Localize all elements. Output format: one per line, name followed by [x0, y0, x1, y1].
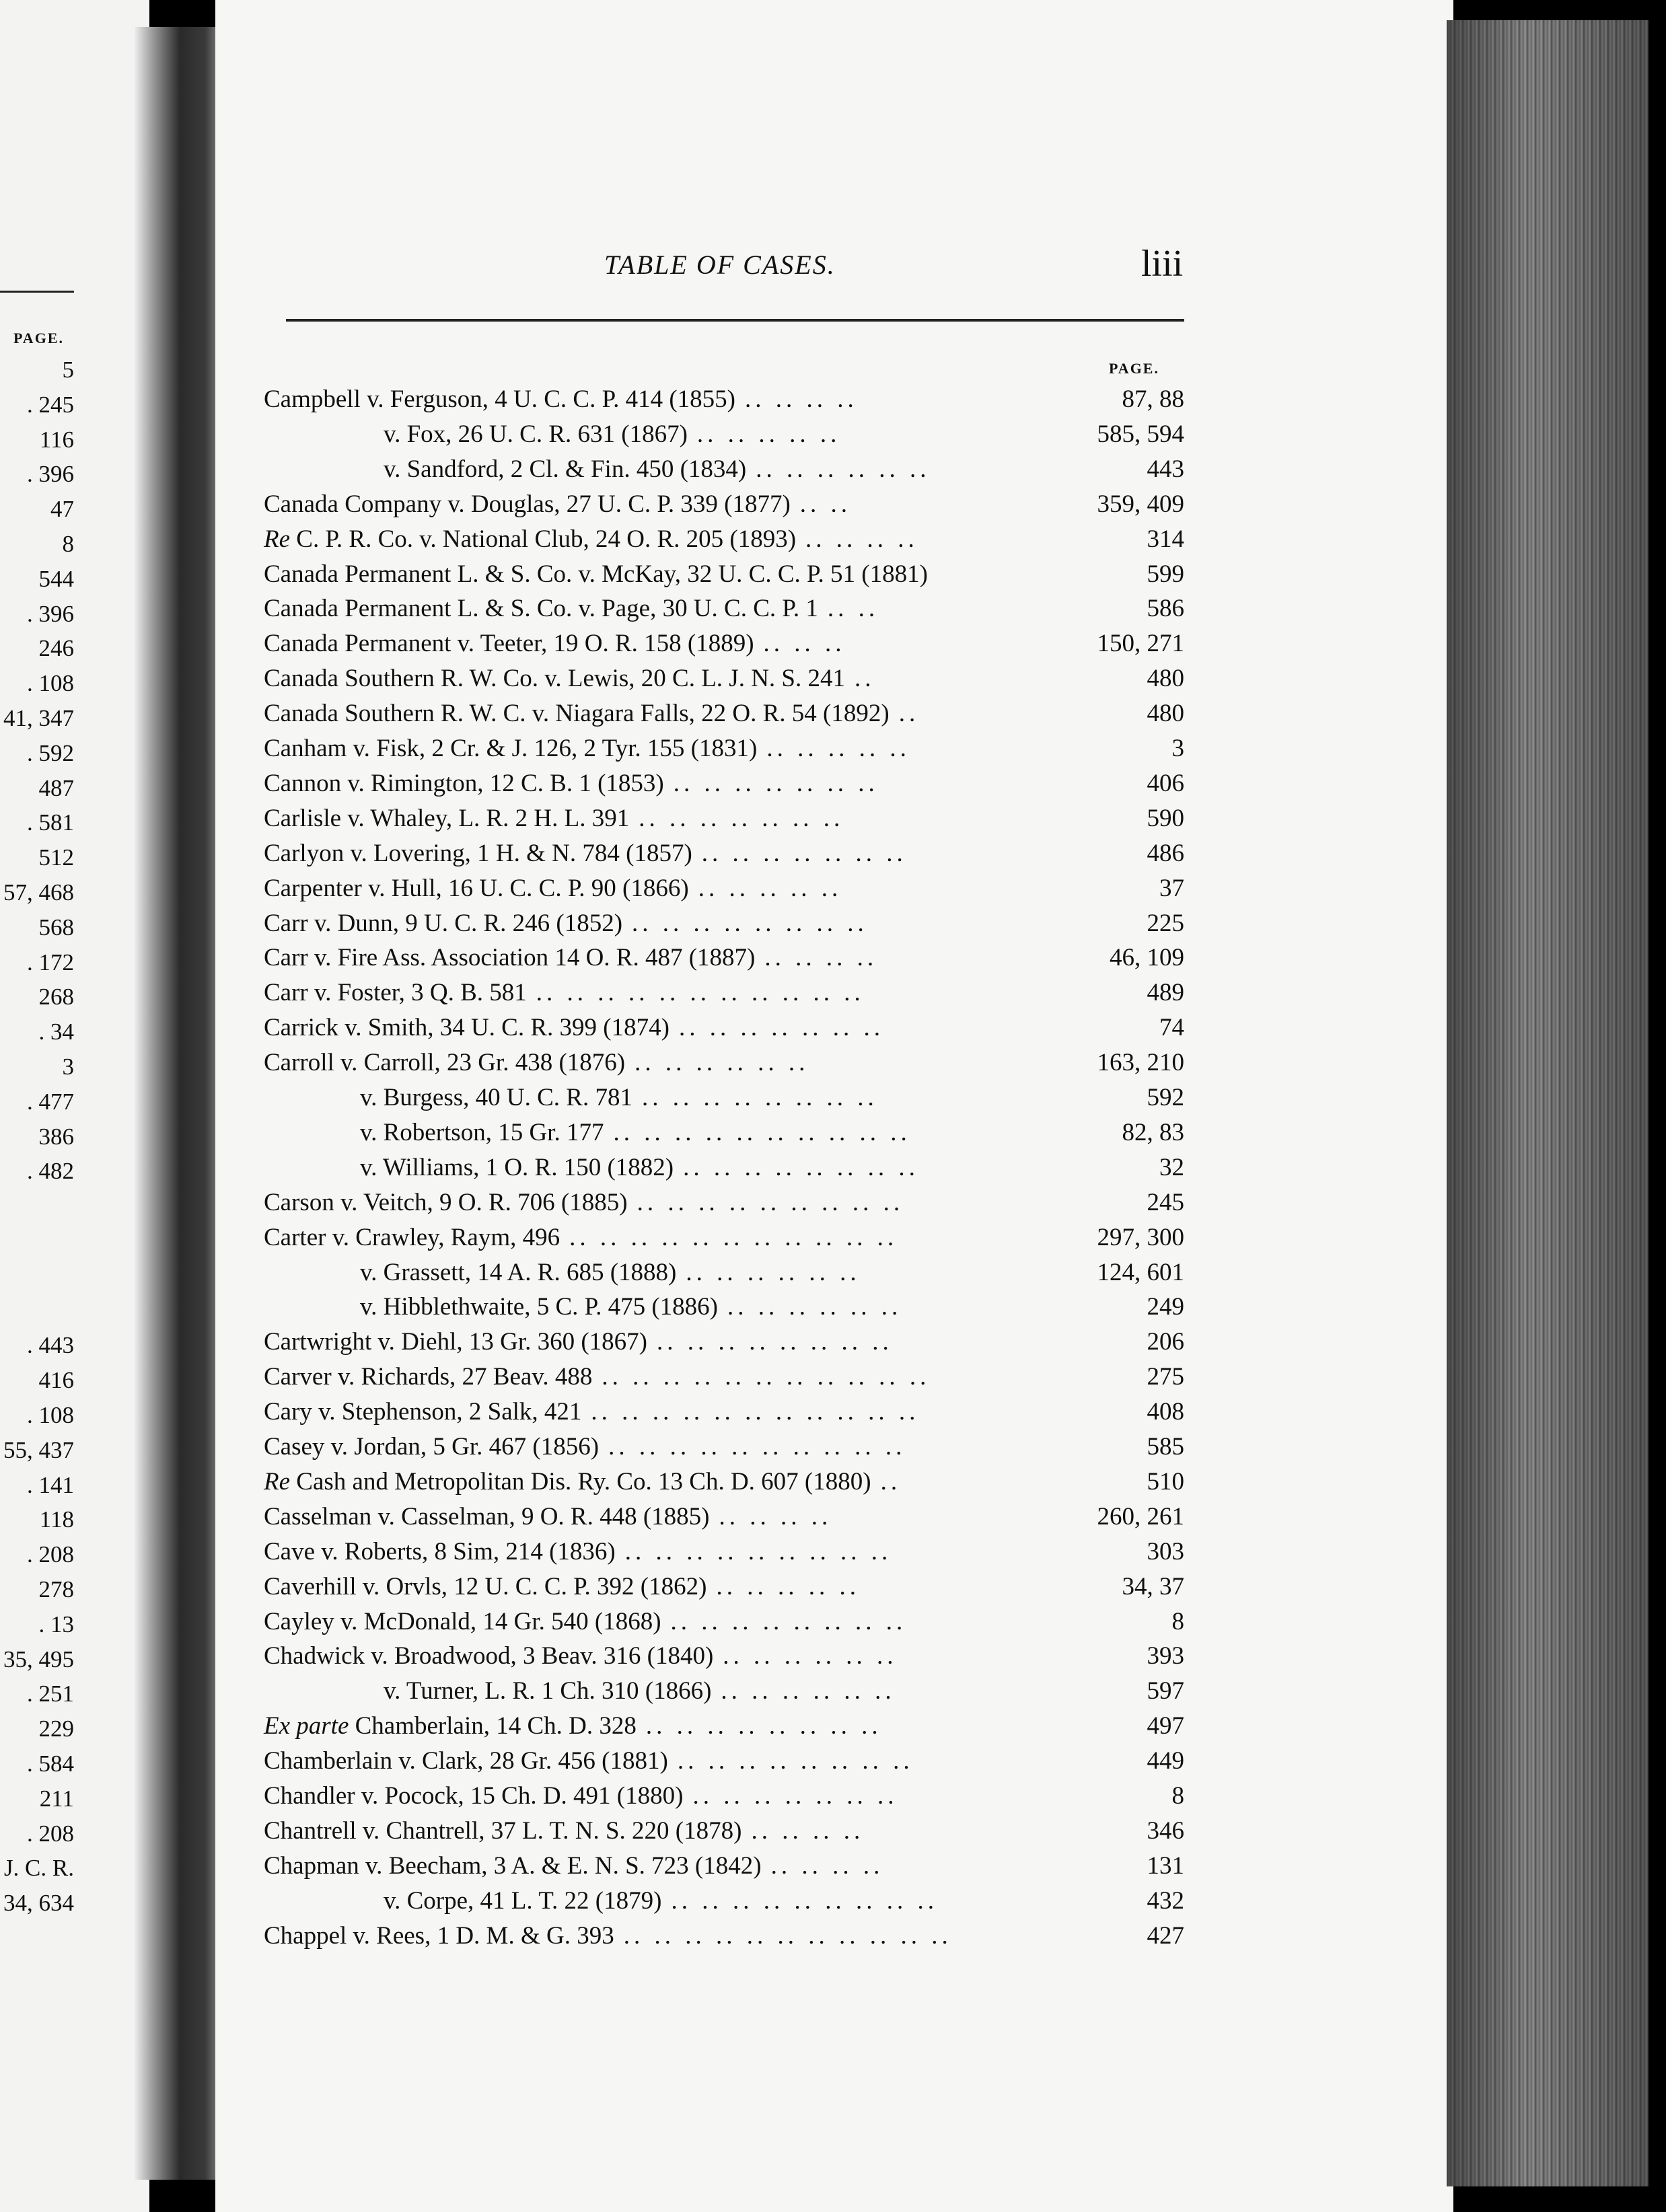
- case-entry: [264, 1744, 1184, 1779]
- case-prefix: Re: [264, 525, 291, 553]
- leader-dots: ..: [898, 700, 920, 728]
- left-page-entry: 246: [38, 635, 74, 662]
- left-page-entry: 5: [62, 357, 74, 383]
- case-prefix: Ex parte: [264, 1712, 349, 1740]
- case-page-ref: 206: [1147, 1328, 1184, 1356]
- leader-dots: .. .. .. ..: [805, 525, 918, 553]
- case-entry: [264, 487, 1184, 522]
- leader-dots: .. .. .. .. .. ..: [727, 1293, 902, 1321]
- left-page-rule: [0, 291, 74, 293]
- leader-dots: .. .. .. .. .. .. ..: [692, 1782, 898, 1810]
- leader-dots: .. .. .. ..: [770, 1851, 884, 1880]
- case-name: v. Turner, L. R. 1 Ch. 310 (1866): [384, 1677, 712, 1705]
- leader-dots: .. .. ..: [763, 630, 846, 658]
- case-entry: [264, 382, 1184, 417]
- leader-dots: .. .. .. .. .. .. .. .. .. .. ..: [569, 1223, 898, 1251]
- case-page-ref: 597: [1147, 1677, 1184, 1705]
- left-page-entry: 268: [38, 984, 74, 1010]
- case-page-ref: 480: [1147, 665, 1184, 693]
- case-entry: [264, 1045, 1184, 1080]
- case-name: Carr v. Foster, 3 Q. B. 581: [264, 979, 527, 1007]
- case-name: Chantrell v. Chantrell, 37 L. T. N. S. 220 (1878): [264, 1816, 742, 1845]
- case-entry: [264, 1220, 1184, 1255]
- case-entry: [264, 1779, 1184, 1814]
- case-name: Carr v. Fire Ass. Association 14 O. R. 487 (1887): [264, 944, 756, 972]
- case-name: Canham v. Fisk, 2 Cr. & J. 126, 2 Tyr. 155 (1831): [264, 735, 758, 762]
- case-entry: [264, 1500, 1184, 1535]
- case-entry: [384, 452, 1184, 487]
- case-name: C. P. R. Co. v. National Club, 24 O. R. 205 (1893): [296, 525, 797, 553]
- case-page-ref: 124, 601: [1097, 1258, 1184, 1286]
- case-entry: [360, 1255, 1184, 1290]
- left-page-entry: 229: [38, 1716, 74, 1742]
- case-name: Chamberlain, 14 Ch. D. 328: [355, 1712, 637, 1740]
- case-page-ref: 585: [1147, 1433, 1184, 1461]
- leader-dots: .. .. .. .. .. .. .. .. ..: [637, 1188, 904, 1216]
- case-page-ref: 486: [1147, 839, 1184, 867]
- case-name: Cash and Metropolitan Dis. Ry. Co. 13 Ch. D. 607 (1880): [296, 1467, 871, 1496]
- case-name: Carrick v. Smith, 34 U. C. R. 399 (1874): [264, 1014, 669, 1042]
- leader-dots: .. .. .. .. .. .. .. ..: [641, 1084, 878, 1111]
- case-name: Chandler v. Pocock, 15 Ch. D. 491 (1880): [264, 1782, 684, 1810]
- case-name: v. Burgess, 40 U. C. R. 781: [360, 1084, 632, 1111]
- case-name: Caverhill v. Orvls, 12 U. C. C. P. 392 (1862): [264, 1572, 707, 1600]
- left-page-entry: . 592: [27, 739, 74, 766]
- case-name: v. Robertson, 15 Gr. 177: [360, 1118, 604, 1146]
- case-page-ref: 297, 300: [1097, 1223, 1184, 1251]
- case-entry: [264, 801, 1184, 836]
- case-prefix: Re: [264, 1467, 291, 1496]
- left-page-entry: 41, 347: [3, 705, 74, 731]
- case-entry: [360, 1150, 1184, 1185]
- case-page-ref: 314: [1147, 525, 1184, 553]
- case-page-ref: 590: [1147, 804, 1184, 832]
- left-page-entry: . 172: [27, 949, 74, 975]
- leader-dots: .. .. .. .. .. .. .. .. .. ..: [613, 1118, 911, 1146]
- case-name: Chapman v. Beecham, 3 A. & E. N. S. 723 (1842): [264, 1851, 762, 1880]
- left-page-entry: 34, 634: [3, 1890, 74, 1917]
- leader-dots: .. .. .. .. .. .. .. ..: [683, 1153, 919, 1181]
- case-page-ref: 480: [1147, 700, 1184, 728]
- case-name: Carson v. Veitch, 9 O. R. 706 (1885): [264, 1188, 628, 1216]
- leader-dots: .. .. .. ..: [719, 1502, 832, 1531]
- leader-dots: .. .. .. .. .. .. .. ..: [657, 1328, 893, 1356]
- leader-dots: .. .. .. .. .. .. ..: [639, 804, 844, 832]
- leader-dots: .. .. .. .. .. .. .. ..: [677, 1747, 914, 1775]
- case-page-ref: 585, 594: [1097, 420, 1184, 448]
- leader-dots: .. .. .. .. ..: [716, 1572, 860, 1600]
- case-page-ref: 432: [1147, 1886, 1184, 1915]
- case-name: Canada Permanent L. & S. Co. v. McKay, 32 U. C. C. P. 51 (1881): [264, 560, 928, 588]
- case-page-ref: 82, 83: [1122, 1118, 1184, 1146]
- case-entry: [264, 1430, 1184, 1465]
- leader-dots: .. .. .. ..: [751, 1816, 865, 1845]
- case-entry: [264, 1325, 1184, 1360]
- leader-dots: .. .. .. .. .. ..: [756, 455, 931, 483]
- leader-dots: .. .. .. .. .. .. .. .. .. ..: [608, 1433, 906, 1461]
- case-page-ref: 245: [1147, 1188, 1184, 1216]
- left-page-entry: . 251: [27, 1681, 74, 1707]
- case-name: v. Sandford, 2 Cl. & Fin. 450 (1834): [384, 455, 747, 483]
- case-entry: [264, 1395, 1184, 1430]
- case-entry: [264, 1570, 1184, 1605]
- case-entry: [264, 906, 1184, 941]
- case-page-ref: 510: [1147, 1467, 1184, 1496]
- case-name: Chappel v. Rees, 1 D. M. & G. 393: [264, 1921, 614, 1950]
- leader-dots: .. .. .. .. .. .. ..: [673, 769, 879, 797]
- case-entry: [264, 1639, 1184, 1674]
- leader-dots: ..: [855, 665, 875, 693]
- left-page-entry: 3: [62, 1054, 74, 1080]
- left-page-entry: . 108: [27, 1402, 74, 1428]
- header-rule: [286, 319, 1184, 322]
- case-entry: [360, 1080, 1184, 1115]
- left-page-entry: . 584: [27, 1750, 74, 1777]
- case-page-ref: 406: [1147, 769, 1184, 797]
- case-page-ref: 599: [1147, 560, 1184, 588]
- leader-dots: .. .. .. .. ..: [698, 874, 842, 902]
- leader-dots: .. .. .. .. .. ..: [721, 1677, 896, 1705]
- facing-page-left: [0, 0, 149, 2212]
- case-entry: [264, 522, 1184, 557]
- case-page-ref: 163, 210: [1097, 1049, 1184, 1077]
- leader-dots: .. .. .. .. .. .. .. .. ..: [624, 1537, 892, 1565]
- left-page-entry: . 13: [38, 1611, 74, 1637]
- case-name: Canada Company v. Douglas, 27 U. C. P. 339 (1877): [264, 490, 791, 518]
- case-name: Cave v. Roberts, 8 Sim, 214 (1836): [264, 1537, 616, 1565]
- leader-dots: .. .. .. ..: [744, 385, 858, 413]
- leader-dots: ..: [880, 1467, 902, 1496]
- case-entry: [264, 1709, 1184, 1744]
- case-page-ref: 225: [1147, 909, 1184, 937]
- case-name: Canada Permanent L. & S. Co. v. Page, 30 U. C. C. P. 1: [264, 595, 818, 623]
- case-entry: [264, 1535, 1184, 1570]
- leader-dots: .. .. .. .. .. .. .. .. ..: [671, 1886, 938, 1915]
- case-page-ref: 74: [1159, 1014, 1184, 1042]
- left-page-entry: . 34: [38, 1019, 74, 1045]
- leader-dots: .. .. .. .. .. ..: [723, 1642, 898, 1670]
- leader-dots: .. .. .. .. .. .. .. .. .. .. ..: [602, 1363, 931, 1391]
- case-entry: [264, 731, 1184, 766]
- leader-dots: .. .. .. .. ..: [766, 735, 910, 762]
- case-name: Chadwick v. Broadwood, 3 Beav. 316 (1840): [264, 1642, 714, 1670]
- case-page-ref: 37: [1159, 874, 1184, 902]
- left-page-entry: . 482: [27, 1158, 74, 1185]
- case-page-ref: 408: [1147, 1398, 1184, 1426]
- case-page-ref: 586: [1147, 595, 1184, 623]
- case-name: v. Williams, 1 O. R. 150 (1882): [360, 1153, 674, 1181]
- case-name: Cartwright v. Diehl, 13 Gr. 360 (1867): [264, 1328, 647, 1356]
- case-page-ref: 131: [1147, 1851, 1184, 1880]
- case-entry: [384, 1674, 1184, 1709]
- case-entry: [264, 941, 1184, 975]
- case-name: Carr v. Dunn, 9 U. C. R. 246 (1852): [264, 909, 623, 937]
- case-name: v. Grassett, 14 A. R. 685 (1888): [360, 1258, 677, 1286]
- case-page-ref: 46, 109: [1110, 944, 1184, 972]
- case-name: v. Hibblethwaite, 5 C. P. 475 (1886): [360, 1293, 719, 1321]
- case-page-ref: 489: [1147, 979, 1184, 1007]
- leader-dots: .. .. .. .. .. .. ..: [678, 1014, 884, 1042]
- leader-dots: .. .. .. ..: [764, 944, 878, 972]
- case-entry: [384, 1884, 1184, 1919]
- case-page-ref: 8: [1171, 1607, 1184, 1635]
- case-name: Carroll v. Carroll, 23 Gr. 438 (1876): [264, 1049, 626, 1077]
- leader-dots: .. .. .. .. .. .. .. ..: [670, 1607, 907, 1635]
- left-page-entry: 386: [38, 1123, 74, 1150]
- case-page-ref: 34, 37: [1122, 1572, 1184, 1600]
- case-entry: [264, 836, 1184, 871]
- case-name: Carpenter v. Hull, 16 U. C. C. P. 90 (1866): [264, 874, 689, 902]
- case-entry: [264, 871, 1184, 906]
- leader-dots: .. .. .. .. ..: [696, 420, 841, 448]
- case-name: Cary v. Stephenson, 2 Salk, 421: [264, 1398, 582, 1426]
- case-page-ref: 592: [1147, 1084, 1184, 1111]
- left-page-entry: 55, 437: [3, 1436, 74, 1463]
- case-entry: [360, 1115, 1184, 1150]
- case-page-ref: 449: [1147, 1747, 1184, 1775]
- case-page-ref: 275: [1147, 1363, 1184, 1391]
- case-page-ref: 443: [1147, 455, 1184, 483]
- case-page-ref: 3: [1171, 735, 1184, 762]
- case-name: Campbell v. Ferguson, 4 U. C. C. P. 414 (1855): [264, 385, 735, 413]
- case-page-ref: 260, 261: [1097, 1502, 1184, 1531]
- left-page-entry: . 108: [27, 670, 74, 697]
- case-page-ref: 87, 88: [1122, 385, 1184, 413]
- left-page-entry: . 208: [27, 1820, 74, 1847]
- page-number: liii: [1141, 243, 1184, 285]
- left-page-entry: 118: [39, 1506, 74, 1533]
- case-entry: [264, 1814, 1184, 1849]
- case-entry: [264, 1605, 1184, 1639]
- case-entry: [264, 1185, 1184, 1220]
- left-page-entry: . 443: [27, 1332, 74, 1359]
- leader-dots: .. .. .. .. .. .. .. ..: [645, 1712, 882, 1740]
- case-name: Carter v. Crawley, Raym, 496: [264, 1223, 560, 1251]
- case-name: Canada Southern R. W. C. v. Niagara Falls, 22 O. R. 54 (1892): [264, 700, 890, 728]
- case-page-ref: 359, 409: [1097, 490, 1184, 518]
- left-page-entry: 512: [38, 844, 74, 871]
- case-entry: [264, 696, 1184, 731]
- left-page-entry: . 396: [27, 461, 74, 488]
- case-page-ref: 150, 271: [1097, 630, 1184, 658]
- leader-dots: .. .. .. .. .. .. .. ..: [632, 909, 868, 937]
- case-entry: [264, 766, 1184, 801]
- case-name: Cayley v. McDonald, 14 Gr. 540 (1868): [264, 1607, 661, 1635]
- case-page-ref: 303: [1147, 1537, 1184, 1565]
- case-page-ref: 346: [1147, 1816, 1184, 1845]
- left-page-entry: 568: [38, 914, 74, 941]
- left-page-entry: 116: [39, 426, 74, 453]
- left-page-entry: 544: [38, 565, 74, 592]
- left-page-entry: 57, 468: [3, 879, 74, 906]
- leader-dots: .. .. .. .. .. .. .. .. .. .. ..: [623, 1921, 952, 1950]
- case-entry: [264, 975, 1184, 1010]
- left-page-column-label: PAGE.: [13, 330, 64, 346]
- case-entry: [264, 1849, 1184, 1884]
- case-entry: [264, 661, 1184, 696]
- case-page-ref: 393: [1147, 1642, 1184, 1670]
- case-entry: [264, 626, 1184, 661]
- case-name: Cannon v. Rimington, 12 C. B. 1 (1853): [264, 769, 664, 797]
- case-entry: [384, 417, 1184, 452]
- case-entry: [264, 557, 1184, 592]
- case-entry: [360, 1290, 1184, 1325]
- case-name: v. Corpe, 41 L. T. 22 (1879): [384, 1886, 662, 1915]
- case-name: Carlyon v. Lovering, 1 H. & N. 784 (1857): [264, 839, 692, 867]
- left-page-entry: . 581: [27, 809, 74, 836]
- case-entry: [264, 1465, 1184, 1500]
- leader-dots: .. .. .. .. .. .. .. .. .. .. ..: [536, 979, 865, 1007]
- left-page-entry: 35, 495: [3, 1646, 74, 1672]
- case-name: Chamberlain v. Clark, 28 Gr. 456 (1881): [264, 1747, 668, 1775]
- left-page-entry: . 477: [27, 1088, 74, 1115]
- left-page-entry: 47: [50, 496, 74, 523]
- left-page-entry: 278: [38, 1576, 74, 1602]
- case-entry: [264, 1919, 1184, 1954]
- case-entry: [264, 1010, 1184, 1045]
- leader-dots: .. ..: [827, 595, 879, 623]
- page-column-label: PAGE.: [1109, 360, 1159, 377]
- leader-dots: .. .. .. .. .. ..: [686, 1258, 861, 1286]
- leader-dots: .. .. .. .. .. .. .. .. .. .. ..: [591, 1398, 920, 1426]
- left-page-entry: 416: [38, 1367, 74, 1394]
- case-name: v. Fox, 26 U. C. R. 631 (1867): [384, 420, 688, 448]
- left-page-entry: . 141: [27, 1471, 74, 1498]
- case-name: Canada Southern R. W. Co. v. Lewis, 20 C. L. J. N. S. 241: [264, 665, 846, 693]
- case-page-ref: 8: [1171, 1782, 1184, 1810]
- left-page-entry: 487: [38, 774, 74, 801]
- case-page-ref: 427: [1147, 1921, 1184, 1950]
- case-name: Casey v. Jordan, 5 Gr. 467 (1856): [264, 1433, 600, 1461]
- page-title: TABLE OF CASES.: [604, 250, 836, 280]
- left-page-entry: . 208: [27, 1541, 74, 1568]
- case-name: Canada Permanent v. Teeter, 19 O. R. 158 (1889): [264, 630, 754, 658]
- case-page-ref: 497: [1147, 1712, 1184, 1740]
- leader-dots: .. ..: [799, 490, 852, 518]
- case-page-ref: 249: [1147, 1293, 1184, 1321]
- case-name: Carver v. Richards, 27 Beav. 488: [264, 1363, 593, 1391]
- left-page-entry: . 396: [27, 600, 74, 627]
- case-page-ref: 32: [1159, 1153, 1184, 1181]
- left-page-entry: J. C. R.: [3, 1855, 74, 1882]
- left-page-entry: 8: [62, 531, 74, 557]
- case-entry: [264, 591, 1184, 626]
- case-name: Carlisle v. Whaley, L. R. 2 H. L. 391: [264, 804, 630, 832]
- left-page-entry: . 245: [27, 391, 74, 418]
- leader-dots: .. .. .. .. .. .. ..: [701, 839, 907, 867]
- case-entry: [264, 1360, 1184, 1395]
- page-stack-shading: [1447, 20, 1649, 2186]
- left-page-entry: 211: [39, 1785, 74, 1812]
- case-name: Casselman v. Casselman, 9 O. R. 448 (1885): [264, 1502, 710, 1531]
- leader-dots: .. .. .. .. .. ..: [635, 1049, 809, 1077]
